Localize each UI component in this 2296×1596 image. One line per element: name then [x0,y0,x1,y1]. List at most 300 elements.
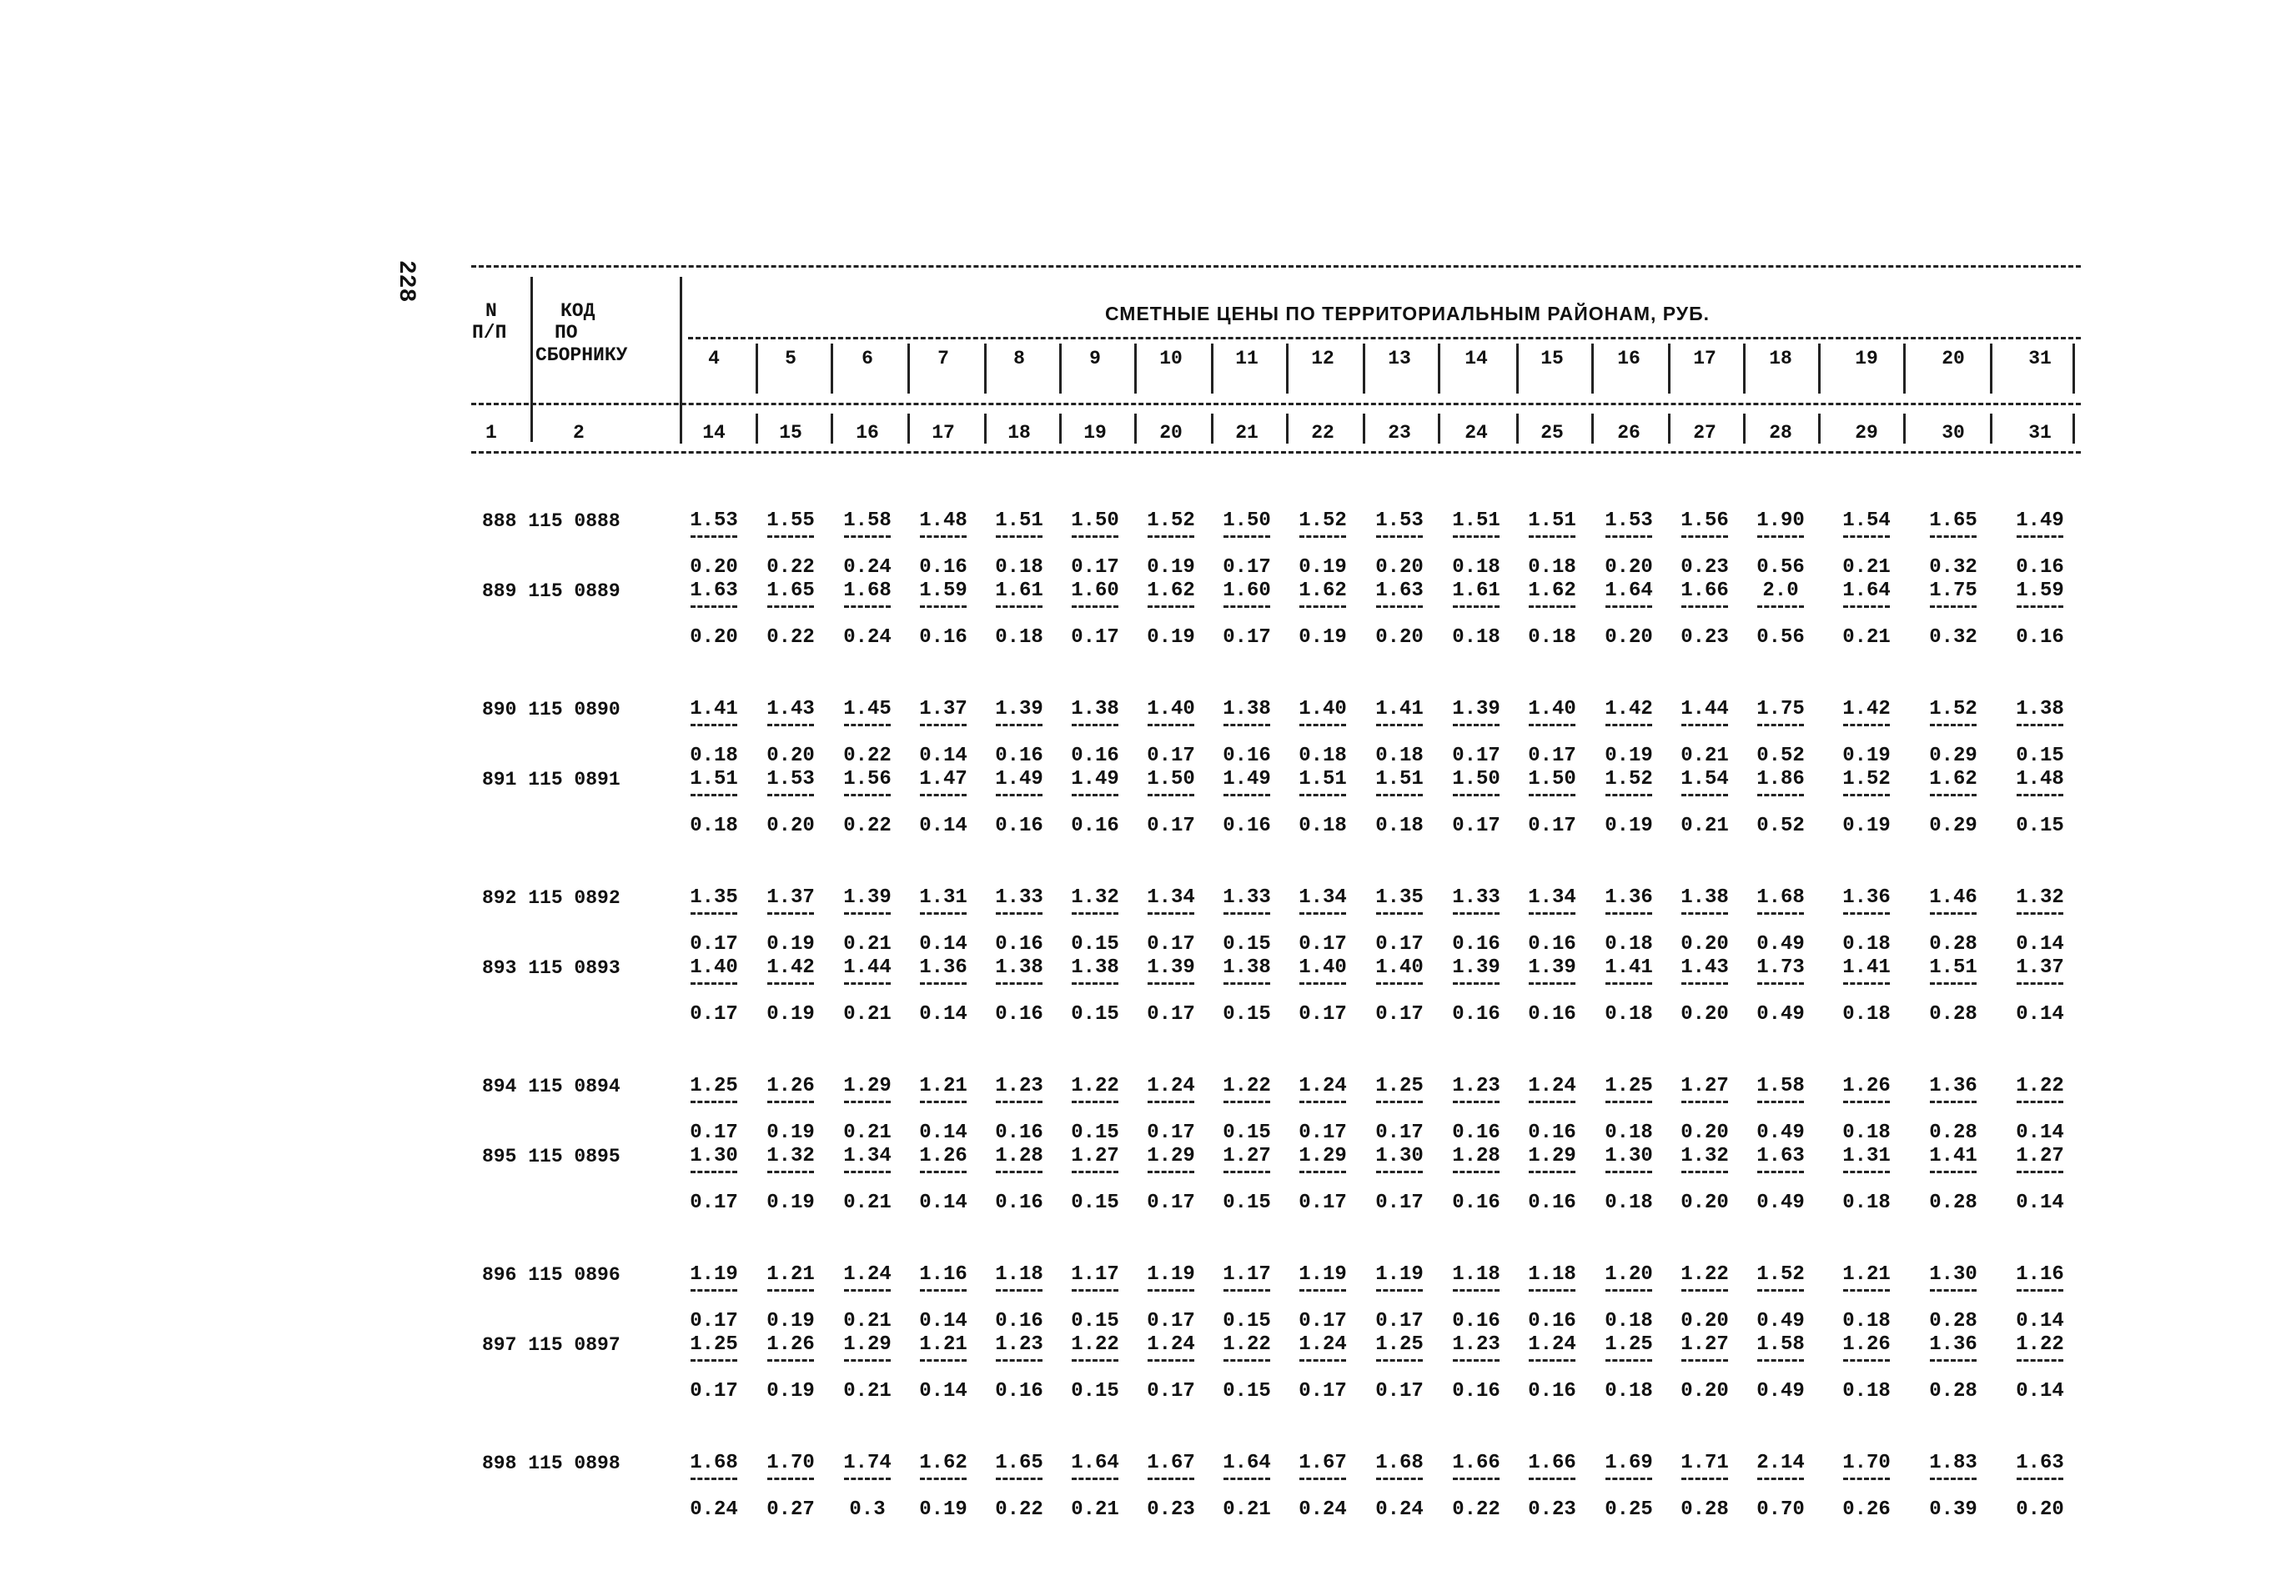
wage-value: 0.16 [2016,556,2064,579]
district-number: 12 [1311,348,1334,369]
fraction-bar [1223,1101,1270,1103]
fraction-bar [1299,912,1346,915]
fraction-bar [1223,1289,1270,1292]
price-value: 1.71 [1681,1452,1729,1474]
fraction-bar [1453,535,1500,538]
price-value: 1.49 [995,768,1043,790]
fraction-bar [767,1171,814,1173]
wage-value: 0.20 [766,815,815,837]
column-separator [756,344,758,394]
wage-value: 0.16 [1071,745,1119,767]
fraction-bar [767,1478,814,1480]
wage-value: 0.17 [1223,556,1271,579]
fraction-bar [1376,535,1423,538]
column-separator [2072,344,2075,394]
price-value: 1.52 [1299,509,1347,532]
fraction-bar [1529,1101,1575,1103]
wage-value: 0.16 [1528,1003,1576,1026]
wage-value: 0.21 [1681,815,1729,837]
fraction-bar [1376,1171,1423,1173]
wage-value: 0.20 [2016,1498,2064,1521]
price-value: 1.63 [1375,580,1424,602]
price-value: 1.37 [2016,956,2064,979]
price-value: 1.40 [1147,698,1195,720]
price-value: 1.25 [690,1075,738,1097]
price-value: 1.52 [1929,698,1977,720]
price-value: 1.45 [843,698,892,720]
column-separator [1134,344,1137,394]
wage-value: 0.28 [1929,1122,1977,1144]
header-po-label: ПО [555,322,578,344]
wage-value: 0.39 [1929,1498,1977,1521]
wage-value: 0.14 [919,1310,967,1333]
wage-value: 0.20 [1375,556,1424,579]
price-value: 1.30 [1929,1263,1977,1286]
wage-value: 0.15 [1223,1310,1271,1333]
price-value: 1.58 [843,509,892,532]
fraction-bar [1529,535,1575,538]
wage-value: 0.16 [1528,1310,1576,1333]
column-index: 28 [1769,422,1792,444]
wage-value: 0.17 [690,1122,738,1144]
fraction-bar [1930,1101,1977,1103]
column-separator [756,414,758,444]
wage-value: 0.52 [1756,815,1805,837]
fraction-bar [1072,912,1118,915]
wage-value: 0.19 [1605,745,1653,767]
wage-value: 0.21 [843,1310,892,1333]
fraction-bar [920,1171,967,1173]
price-value: 1.36 [1605,886,1653,909]
wage-value: 0.18 [1605,1310,1653,1333]
price-value: 1.38 [1071,956,1119,979]
price-value: 1.68 [1756,886,1805,909]
wage-value: 0.16 [1452,1310,1500,1333]
column-separator [1438,344,1440,394]
price-value: 1.21 [919,1075,967,1097]
wage-value: 0.18 [1605,1122,1653,1144]
wage-value: 0.28 [1929,1310,1977,1333]
column-separator [680,414,682,444]
wage-value: 0.16 [995,1122,1043,1144]
wage-value: 0.23 [1528,1498,1576,1521]
wage-value: 0.15 [1223,1122,1271,1144]
wage-value: 0.15 [1071,1310,1119,1333]
wage-value: 0.56 [1756,626,1805,649]
price-value: 1.34 [1299,886,1347,909]
price-value: 1.53 [1375,509,1424,532]
wage-value: 0.29 [1929,745,1977,767]
price-value: 1.24 [1147,1075,1195,1097]
price-value: 1.16 [919,1263,967,1286]
price-value: 1.60 [1223,580,1271,602]
price-value: 1.31 [919,886,967,909]
fraction-bar [1072,535,1118,538]
price-value: 1.30 [1375,1145,1424,1167]
wage-value: 0.16 [1452,1192,1500,1214]
wage-value: 0.17 [1375,933,1424,956]
wage-value: 0.21 [843,933,892,956]
price-value: 1.38 [1071,698,1119,720]
fraction-bar [996,535,1042,538]
fraction-bar [1930,1289,1977,1292]
header-n-label: N [485,300,497,322]
price-value: 1.62 [1147,580,1195,602]
fraction-bar [1681,1171,1728,1173]
district-number: 13 [1388,348,1411,369]
item-code: 890 115 0890 [482,699,620,720]
fraction-bar [1148,1101,1194,1103]
fraction-bar [1605,1171,1652,1173]
wage-value: 0.17 [1528,815,1576,837]
fraction-bar [920,982,967,985]
district-number: 18 [1769,348,1792,369]
wage-value: 0.18 [1452,626,1500,649]
fraction-bar [1930,1359,1977,1362]
district-number: 4 [708,348,720,369]
wage-value: 0.24 [1299,1498,1347,1521]
fraction-bar [767,535,814,538]
fraction-bar [1757,982,1804,985]
fraction-bar [2017,1171,2063,1173]
fraction-bar [1376,605,1423,608]
wage-value: 0.17 [1375,1122,1424,1144]
wage-value: 0.16 [995,745,1043,767]
wage-value: 0.17 [1299,1380,1347,1403]
wage-value: 0.14 [919,1003,967,1026]
district-number: 8 [1013,348,1025,369]
fraction-bar [1843,1478,1890,1480]
wage-value: 0.17 [1375,1003,1424,1026]
wage-value: 0.19 [919,1498,967,1521]
wage-value: 0.49 [1756,1192,1805,1214]
fraction-bar [1605,912,1652,915]
price-value: 1.33 [1223,886,1271,909]
column-separator [680,344,682,394]
wage-value: 0.14 [2016,933,2064,956]
fraction-bar [1453,982,1500,985]
fraction-bar [1376,1359,1423,1362]
price-value: 1.68 [843,580,892,602]
column-separator [1059,414,1062,444]
price-value: 1.50 [1071,509,1119,532]
price-value: 1.40 [690,956,738,979]
district-number: 20 [1942,348,1965,369]
fraction-bar [920,605,967,608]
price-value: 1.64 [1605,580,1653,602]
wage-value: 0.16 [1452,1003,1500,1026]
item-code: 891 115 0891 [482,769,620,790]
header-top-rule [471,265,2081,268]
fraction-bar [1453,1171,1500,1173]
wage-value: 0.17 [1375,1192,1424,1214]
price-value: 1.53 [1605,509,1653,532]
column-separator [1134,414,1137,444]
wage-value: 0.49 [1756,933,1805,956]
fraction-bar [844,794,891,796]
fraction-bar [767,1101,814,1103]
wage-value: 0.14 [919,1380,967,1403]
price-value: 1.63 [690,580,738,602]
district-number: 31 [2028,348,2052,369]
wage-value: 0.16 [919,626,967,649]
item-code: 894 115 0894 [482,1076,620,1097]
fraction-bar [1148,724,1194,726]
wage-value: 0.15 [1071,933,1119,956]
fraction-bar [996,982,1042,985]
wage-value: 0.16 [1452,1122,1500,1144]
wage-value: 0.18 [690,815,738,837]
fraction-bar [2017,982,2063,985]
fraction-bar [1376,982,1423,985]
price-value: 1.25 [1375,1333,1424,1356]
column-separator [1286,414,1289,444]
item-code: 897 115 0897 [482,1334,620,1356]
wage-value: 0.16 [995,1192,1043,1214]
wage-value: 0.28 [1929,1380,1977,1403]
price-value: 1.29 [843,1075,892,1097]
price-value: 1.61 [1452,580,1500,602]
fraction-bar [844,1289,891,1292]
price-value: 1.44 [843,956,892,979]
wage-value: 0.15 [1223,933,1271,956]
fraction-bar [767,912,814,915]
wage-value: 0.14 [919,815,967,837]
price-value: 1.32 [1681,1145,1729,1167]
wage-value: 0.23 [1681,556,1729,579]
fraction-bar [844,1171,891,1173]
wage-value: 0.18 [1842,1192,1891,1214]
price-value: 1.36 [1929,1075,1977,1097]
wage-value: 0.16 [1223,815,1271,837]
fraction-bar [1930,912,1977,915]
wage-value: 0.26 [1842,1498,1891,1521]
header-mid-rule [471,403,2081,405]
column-index: 25 [1540,422,1564,444]
fraction-bar [1148,1478,1194,1480]
column-separator [1516,344,1519,394]
header-divider-1 [530,277,533,442]
wage-value: 0.18 [1605,1380,1653,1403]
column-separator [1668,344,1671,394]
fraction-bar [2017,1359,2063,1362]
district-number: 7 [937,348,949,369]
fraction-bar [1843,1171,1890,1173]
wage-value: 0.18 [995,556,1043,579]
price-value: 1.59 [919,580,967,602]
wage-value: 0.32 [1929,556,1977,579]
price-value: 1.74 [843,1452,892,1474]
wage-value: 0.17 [1528,745,1576,767]
wage-value: 0.15 [1071,1192,1119,1214]
price-value: 1.23 [995,1333,1043,1356]
price-value: 1.75 [1929,580,1977,602]
wage-value: 0.17 [1452,815,1500,837]
fraction-bar [920,724,967,726]
wage-value: 0.16 [1528,1192,1576,1214]
price-value: 1.32 [2016,886,2064,909]
price-value: 1.41 [1375,698,1424,720]
fraction-bar [1605,1289,1652,1292]
price-value: 1.25 [1605,1333,1653,1356]
price-value: 1.33 [995,886,1043,909]
wage-value: 0.28 [1929,1003,1977,1026]
fraction-bar [1529,794,1575,796]
price-value: 1.19 [1299,1263,1347,1286]
wage-value: 0.24 [843,626,892,649]
wage-value: 0.23 [1681,626,1729,649]
price-value: 1.58 [1756,1333,1805,1356]
wage-value: 0.15 [1223,1003,1271,1026]
item-code: 888 115 0888 [482,510,620,532]
price-value: 1.39 [995,698,1043,720]
price-value: 1.39 [1528,956,1576,979]
price-value: 1.58 [1756,1075,1805,1097]
fraction-bar [1930,1171,1977,1173]
fraction-bar [767,1289,814,1292]
district-number: 9 [1089,348,1101,369]
fraction-bar [1843,1359,1890,1362]
price-value: 1.59 [2016,580,2064,602]
column-separator [1668,414,1671,444]
price-value: 1.64 [1842,580,1891,602]
price-value: 1.49 [2016,509,2064,532]
column-index: 17 [932,422,955,444]
price-value: 1.32 [766,1145,815,1167]
fraction-bar [1148,1289,1194,1292]
header-collection-label: СБОРНИКУ [535,344,628,366]
price-value: 1.25 [1605,1075,1653,1097]
wage-value: 0.19 [766,933,815,956]
wage-value: 0.18 [1842,1003,1891,1026]
wage-value: 0.24 [690,1498,738,1521]
wage-value: 0.16 [1528,1380,1576,1403]
fraction-bar [920,794,967,796]
fraction-bar [1529,1359,1575,1362]
wage-value: 0.14 [919,745,967,767]
fraction-bar [1148,1171,1194,1173]
price-value: 1.43 [766,698,815,720]
column-separator [1363,344,1365,394]
fraction-bar [1223,724,1270,726]
wage-value: 0.17 [690,1192,738,1214]
price-value: 1.51 [1528,509,1576,532]
fraction-bar [1148,912,1194,915]
fraction-bar [1299,1289,1346,1292]
fraction-bar [1757,1101,1804,1103]
wage-value: 0.19 [766,1003,815,1026]
price-value: 1.62 [1528,580,1576,602]
price-value: 1.50 [1452,768,1500,790]
wage-value: 0.49 [1756,1380,1805,1403]
price-value: 1.27 [1223,1145,1271,1167]
wage-value: 0.17 [1299,1310,1347,1333]
fraction-bar [920,1101,967,1103]
price-value: 1.68 [690,1452,738,1474]
price-value: 1.31 [1842,1145,1891,1167]
price-value: 1.62 [919,1452,967,1474]
wage-value: 0.27 [766,1498,815,1521]
fraction-bar [1757,605,1804,608]
fraction-bar [1757,535,1804,538]
price-value: 1.56 [843,768,892,790]
wage-value: 0.14 [919,933,967,956]
fraction-bar [996,912,1042,915]
fraction-bar [691,982,737,985]
wage-value: 0.20 [1681,1122,1729,1144]
price-value: 1.28 [1452,1145,1500,1167]
price-value: 2.14 [1756,1452,1805,1474]
wage-value: 0.52 [1756,745,1805,767]
price-value: 1.22 [2016,1333,2064,1356]
price-value: 1.26 [766,1075,815,1097]
column-separator [984,344,987,394]
price-value: 1.37 [766,886,815,909]
fraction-bar [1453,724,1500,726]
fraction-bar [767,724,814,726]
fraction-bar [2017,605,2063,608]
wage-value: 0.17 [1147,815,1195,837]
fraction-bar [996,724,1042,726]
wage-value: 0.16 [995,1003,1043,1026]
column-separator [1059,344,1062,394]
wage-value: 0.18 [1842,933,1891,956]
price-value: 1.28 [995,1145,1043,1167]
item-code: 892 115 0892 [482,887,620,909]
wage-value: 0.56 [1756,556,1805,579]
wage-value: 0.16 [995,933,1043,956]
fraction-bar [1605,605,1652,608]
price-value: 1.52 [1605,768,1653,790]
price-value: 1.27 [1681,1075,1729,1097]
column-separator [1516,414,1519,444]
fraction-bar [691,1171,737,1173]
wage-value: 0.15 [1071,1122,1119,1144]
wage-value: 0.22 [1452,1498,1500,1521]
fraction-bar [1453,1478,1500,1480]
wage-value: 0.24 [843,556,892,579]
price-value: 1.60 [1071,580,1119,602]
wage-value: 0.22 [995,1498,1043,1521]
price-value: 1.70 [766,1452,815,1474]
column-separator [1743,344,1746,394]
price-value: 1.34 [1528,886,1576,909]
price-value: 1.42 [766,956,815,979]
wage-value: 0.14 [919,1192,967,1214]
price-value: 1.83 [1929,1452,1977,1474]
wage-value: 0.49 [1756,1003,1805,1026]
fraction-bar [1681,794,1728,796]
wage-value: 0.15 [2016,815,2064,837]
fraction-bar [920,1478,967,1480]
price-value: 1.52 [1147,509,1195,532]
fraction-bar [1930,1478,1977,1480]
fraction-bar [2017,912,2063,915]
column-separator [1286,344,1289,394]
price-value: 1.53 [766,768,815,790]
price-value: 1.53 [690,509,738,532]
wage-value: 0.20 [1375,626,1424,649]
fraction-bar [1223,912,1270,915]
wage-value: 0.28 [1929,1192,1977,1214]
price-value: 1.63 [2016,1452,2064,1474]
fraction-bar [844,1478,891,1480]
wage-value: 0.14 [919,1122,967,1144]
fraction-bar [1930,535,1977,538]
fraction-bar [691,535,737,538]
wage-value: 0.25 [1605,1498,1653,1521]
fraction-bar [1148,605,1194,608]
